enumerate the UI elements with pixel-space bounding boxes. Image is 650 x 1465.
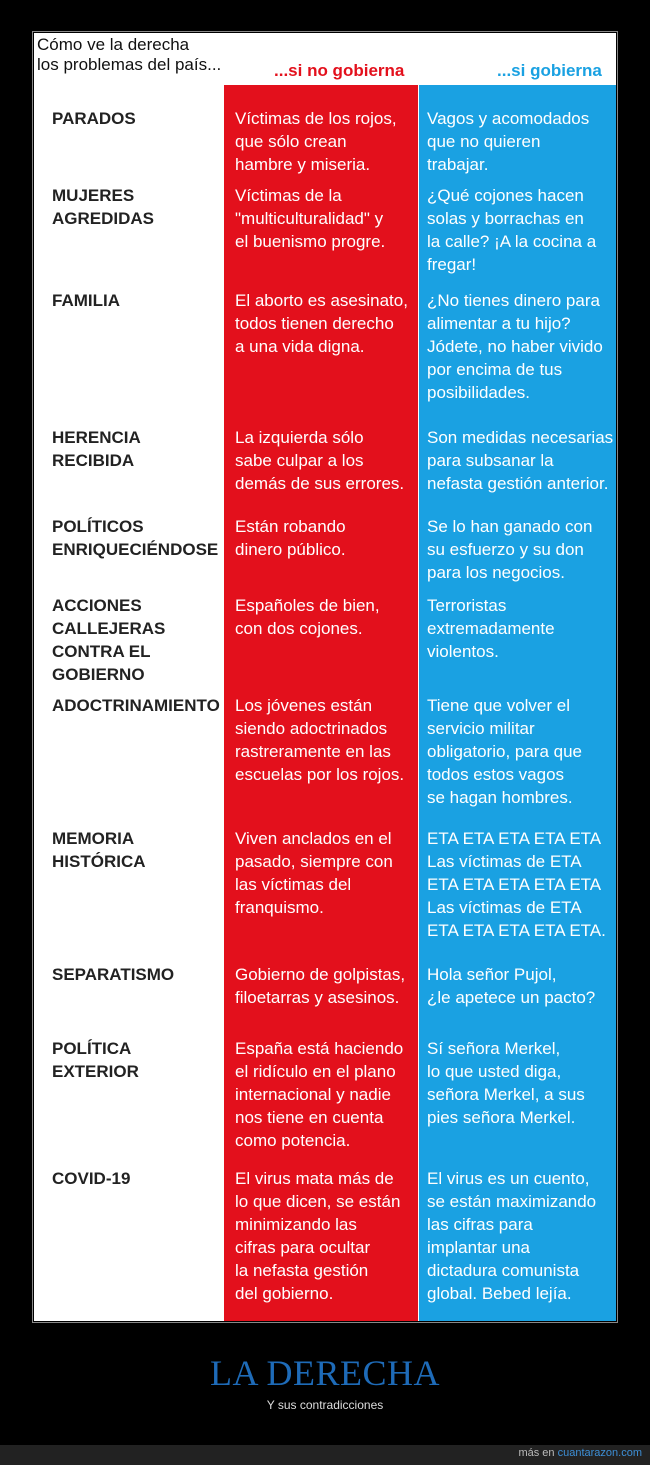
red-cell: Víctimas de la "multiculturalidad" y el buenismo progre. (235, 186, 386, 251)
row-label: ACCIONES CALLEJERAS CONTRA EL GOBIERNO (52, 596, 166, 684)
row-label: POLÍTICOS ENRIQUECIÉNDOSE (52, 517, 219, 559)
credit-prefix: más en (518, 1447, 555, 1459)
red-cell: Víctimas de los rojos, que sólo crean hambre y miseria. (235, 109, 397, 174)
blue-cell: Sí señora Merkel, lo que usted diga, señora Merkel, a sus pies señora Merkel. (427, 1039, 585, 1127)
row-label: FAMILIA (52, 291, 120, 310)
blue-cell: ¿No tienes dinero para alimentar a tu hijo? Jódete, no haber vivido por encima de tus posibilidades. (427, 291, 603, 402)
blue-cell: Terroristas extremadamente violentos. (427, 596, 555, 661)
blue-cell: Hola señor Pujol, ¿le apetece un pacto? (427, 965, 596, 1007)
red-cell: Gobierno de golpistas, filoetarras y asesinos. (235, 965, 406, 1007)
header-blue-column: ...si gobierna (497, 61, 602, 80)
red-cell: El aborto es asesinato, todos tienen derecho a una vida digna. (235, 291, 408, 356)
row-label: SEPARATISMO (52, 965, 175, 984)
blue-cell: ¿Qué cojones hacen solas y borrachas en la calle? ¡A la cocina a fregar! (427, 186, 597, 274)
row-label: POLÍTICA EXTERIOR (52, 1039, 139, 1081)
red-cell: Están robando dinero público. (235, 517, 346, 559)
header-red-column: ...si no gobierna (274, 61, 405, 80)
blue-cell: ETA ETA ETA ETA ETA Las víctimas de ETA ETA ETA ETA ETA ETA Las víctimas de ETA ETA ETA ETA ETA ETA. (427, 829, 606, 940)
blue-cell: Tiene que volver el servicio militar obligatorio, para que todos estos vagos se hagan hombres. (427, 696, 583, 807)
red-cell: España está haciendo el ridículo en el plano internacional y nadie nos tiene en cuenta como potencia. (235, 1039, 404, 1150)
row-label: MEMORIA HISTÓRICA (52, 829, 146, 871)
row-label: PARADOS (52, 109, 136, 128)
red-cell: Viven anclados en el pasado, siempre con las víctimas del franquismo. (235, 829, 393, 917)
red-cell: Españoles de bien, con dos cojones. (235, 596, 380, 638)
site-credit (518, 1447, 642, 1459)
red-cell: Los jóvenes están siendo adoctrinados rastreramente en las escuelas por los rojos. (235, 696, 405, 784)
post-subtitle: Y sus contradicciones (266, 1398, 384, 1412)
row-label: COVID-19 (52, 1169, 131, 1188)
post-title: LA DERECHA (210, 1353, 440, 1393)
blue-cell: Se lo han ganado con su esfuerzo y su don para los negocios. (427, 517, 593, 582)
blue-cell: Vagos y acomodados que no quieren trabajar. (427, 109, 590, 174)
row-label: MUJERES AGREDIDAS (52, 186, 155, 228)
blue-cell: El virus es un cuento, se están maximizando las cifras para implantar una dictadura comunista global. Bebed lejía. (427, 1169, 597, 1303)
header-title: Cómo ve la derecha los problemas del país... (37, 35, 222, 74)
red-cell: La izquierda sólo sabe culpar a los demás de sus errores. (235, 428, 405, 493)
row-label: ADOCTRINAMIENTO (52, 696, 220, 715)
site-link[interactable]: cuantarazon.com (557, 1447, 642, 1459)
infographic-panel (34, 33, 616, 1321)
red-cell: El virus mata más de lo que dicen, se están minimizando las cifras para ocultar la nefasta gestión del gobierno. (235, 1169, 401, 1303)
row-label: HERENCIA RECIBIDA (52, 428, 141, 470)
blue-cell: Son medidas necesarias para subsanar la nefasta gestión anterior. (427, 428, 614, 493)
